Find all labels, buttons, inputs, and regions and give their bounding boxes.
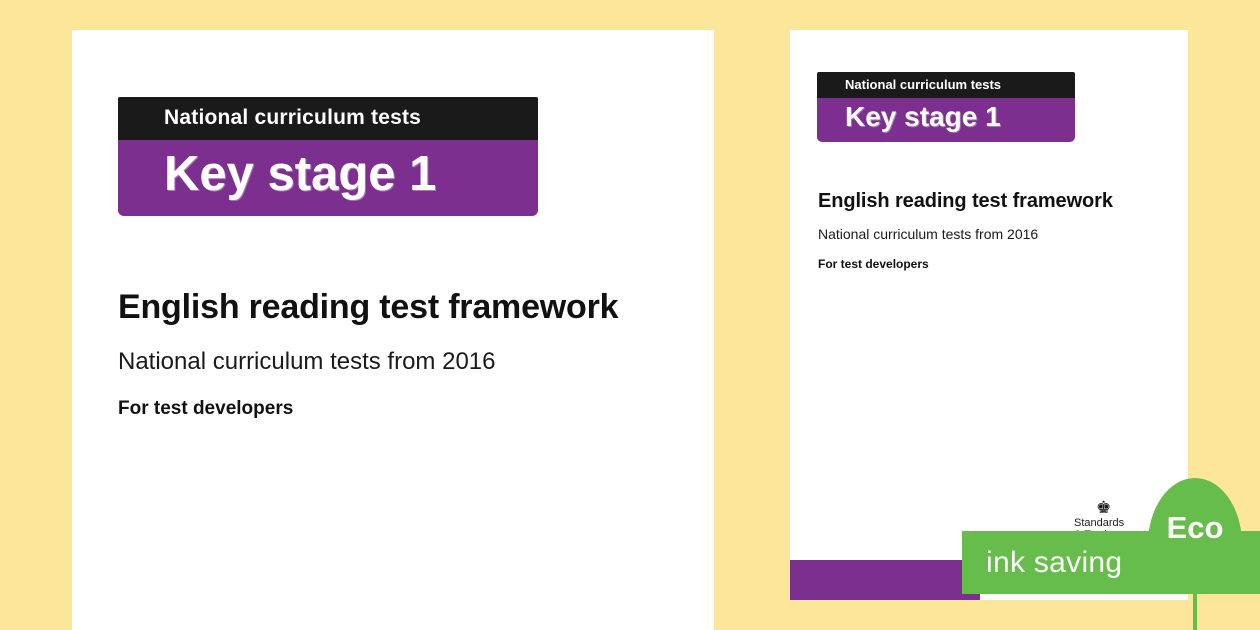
banner-main-label-small: Key stage 1 xyxy=(817,98,1075,142)
footer-bar-small xyxy=(790,560,980,600)
document-audience-large: For test developers xyxy=(118,398,294,419)
document-title-small: English reading test framework xyxy=(818,190,1113,212)
leaf-stem xyxy=(1193,573,1197,630)
document-subtitle-small: National curriculum tests from 2016 xyxy=(818,226,1039,242)
document-audience-small: For test developers xyxy=(818,257,929,271)
eco-leaf-label: Eco xyxy=(1166,510,1224,545)
crown-icon: ♚ xyxy=(1096,497,1112,517)
document-preview-large[interactable] xyxy=(72,30,714,630)
logo-line-1: Standards xyxy=(1074,516,1125,529)
document-title-large: English reading test framework xyxy=(118,288,619,326)
banner-top-label-large: National curriculum tests xyxy=(118,97,538,140)
banner-small xyxy=(817,72,1075,142)
eco-badge-label: ink saving xyxy=(986,545,1123,579)
document-subtitle-large: National curriculum tests from 2016 xyxy=(118,348,496,375)
banner-large xyxy=(118,97,538,216)
document-preview-small[interactable] xyxy=(790,30,1188,600)
leaf-icon xyxy=(1148,478,1242,630)
banner-main-label-large: Key stage 1 xyxy=(118,140,538,216)
banner-top-label-small: National curriculum tests xyxy=(817,72,1075,98)
